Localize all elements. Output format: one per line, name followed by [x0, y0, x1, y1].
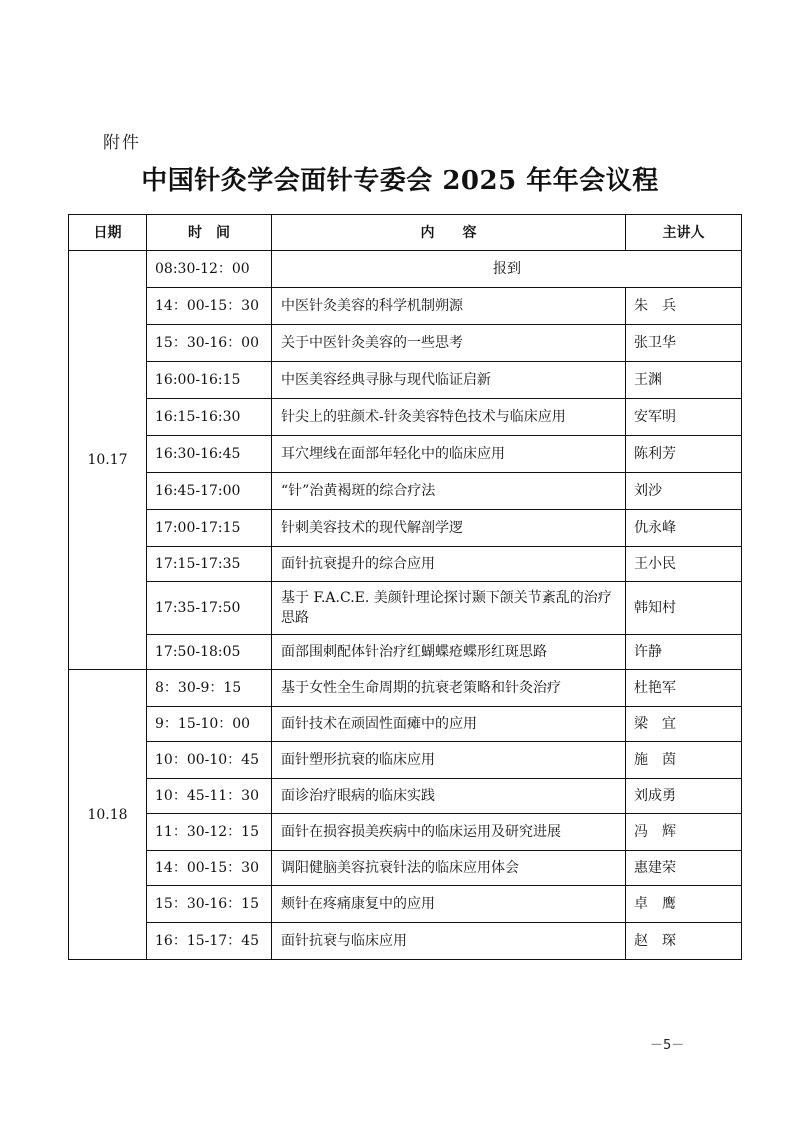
page-title: 中国针灸学会面针专委会 2025 年年会议程 [141, 166, 659, 196]
time-cell: 16：15-17：45 [147, 923, 272, 960]
content-cell: 面针塑形抗衰的临床应用 [272, 742, 626, 779]
attachment-label: 附件 [103, 133, 141, 153]
table-row [69, 635, 742, 670]
speaker-cell: 惠建荣 [626, 851, 742, 886]
time-cell: 16:45-17:00 [147, 473, 272, 510]
content-cell: 面针在损容损美疾病中的临床运用及研究进展 [272, 814, 626, 851]
speaker-cell: 刘沙 [626, 473, 742, 510]
time-cell: 14：00-15：30 [147, 851, 272, 886]
time-cell: 16:30-16:45 [147, 436, 272, 473]
table-row [69, 399, 742, 436]
content-cell: “针”治黄褐斑的综合疗法 [272, 473, 626, 510]
content-cell: 报到 [272, 251, 742, 288]
speaker-cell: 施 茵 [626, 742, 742, 779]
agenda-table [68, 214, 742, 960]
date-cell: 10.18 [69, 670, 147, 960]
table-row [69, 251, 742, 288]
column-header-time: 时 间 [147, 215, 272, 251]
column-header-speaker: 主讲人 [626, 215, 742, 251]
table-row [69, 582, 742, 635]
time-cell: 15：30-16：00 [147, 325, 272, 362]
speaker-cell: 张卫华 [626, 325, 742, 362]
speaker-cell: 王渊 [626, 362, 742, 399]
table-row [69, 670, 742, 707]
content-cell: 耳穴埋线在面部年轻化中的临床应用 [272, 436, 626, 473]
table-row [69, 436, 742, 473]
time-cell: 8：30-9：15 [147, 670, 272, 707]
speaker-cell: 仇永峰 [626, 510, 742, 547]
content-cell: 针尖上的驻颜术-针灸美容特色技术与临床应用 [272, 399, 626, 436]
time-cell: 17:50-18:05 [147, 635, 272, 670]
speaker-cell: 安军明 [626, 399, 742, 436]
content-cell: 颊针在疼痛康复中的应用 [272, 886, 626, 923]
content-cell: 针刺美容技术的现代解剖学逻 [272, 510, 626, 547]
speaker-cell: 刘成勇 [626, 779, 742, 814]
table-row [69, 707, 742, 742]
time-cell: 15：30-16：15 [147, 886, 272, 923]
content-cell: 面针抗衰提升的综合应用 [272, 547, 626, 582]
content-cell: 中医美容经典寻脉与现代临证启新 [272, 362, 626, 399]
time-cell: 17:35-17:50 [147, 582, 272, 635]
time-cell: 17:15-17:35 [147, 547, 272, 582]
page-number: －5－ [650, 1038, 685, 1053]
content-cell: 基于女性全生命周期的抗衰老策略和针灸治疗 [272, 670, 626, 707]
table-row [69, 288, 742, 325]
table-row [69, 851, 742, 886]
content-cell: 面针技术在顽固性面瘫中的应用 [272, 707, 626, 742]
time-cell: 11：30-12：15 [147, 814, 272, 851]
table-row [69, 547, 742, 582]
time-cell: 10：45-11：30 [147, 779, 272, 814]
table-row [69, 779, 742, 814]
time-cell: 08:30-12：00 [147, 251, 272, 288]
speaker-cell: 许静 [626, 635, 742, 670]
time-cell: 16:00-16:15 [147, 362, 272, 399]
table-row [69, 886, 742, 923]
speaker-cell: 赵 琛 [626, 923, 742, 960]
speaker-cell: 杜艳军 [626, 670, 742, 707]
column-header-date: 日期 [69, 215, 147, 251]
table-row [69, 814, 742, 851]
table-row [69, 923, 742, 960]
time-cell: 10：00-10：45 [147, 742, 272, 779]
content-cell: 中医针灸美容的科学机制朔源 [272, 288, 626, 325]
content-cell: 调阳健脑美容抗衰针法的临床应用体会 [272, 851, 626, 886]
content-cell: 关于中医针灸美容的一些思考 [272, 325, 626, 362]
table-header-row [69, 215, 742, 251]
speaker-cell: 朱 兵 [626, 288, 742, 325]
table-row [69, 510, 742, 547]
table-row [69, 362, 742, 399]
speaker-cell: 王小民 [626, 547, 742, 582]
content-cell: 基于 F.A.C.E. 美颜针理论探讨颞下颌关节紊乱的治疗思路 [272, 582, 626, 635]
time-cell: 9：15-10：00 [147, 707, 272, 742]
speaker-cell: 梁 宜 [626, 707, 742, 742]
time-cell: 14：00-15：30 [147, 288, 272, 325]
table-row [69, 473, 742, 510]
table-row [69, 742, 742, 779]
speaker-cell: 韩知村 [626, 582, 742, 635]
content-cell: 面诊治疗眼病的临床实践 [272, 779, 626, 814]
speaker-cell: 陈利芳 [626, 436, 742, 473]
content-cell: 面部围刺配体针治疗红蝴蝶疮蝶形红斑思路 [272, 635, 626, 670]
content-cell: 面针抗衰与临床应用 [272, 923, 626, 960]
date-cell: 10.17 [69, 251, 147, 670]
table-row [69, 325, 742, 362]
speaker-cell: 卓 鹰 [626, 886, 742, 923]
time-cell: 17:00-17:15 [147, 510, 272, 547]
column-header-content: 内 容 [272, 215, 626, 251]
time-cell: 16:15-16:30 [147, 399, 272, 436]
speaker-cell: 冯 辉 [626, 814, 742, 851]
